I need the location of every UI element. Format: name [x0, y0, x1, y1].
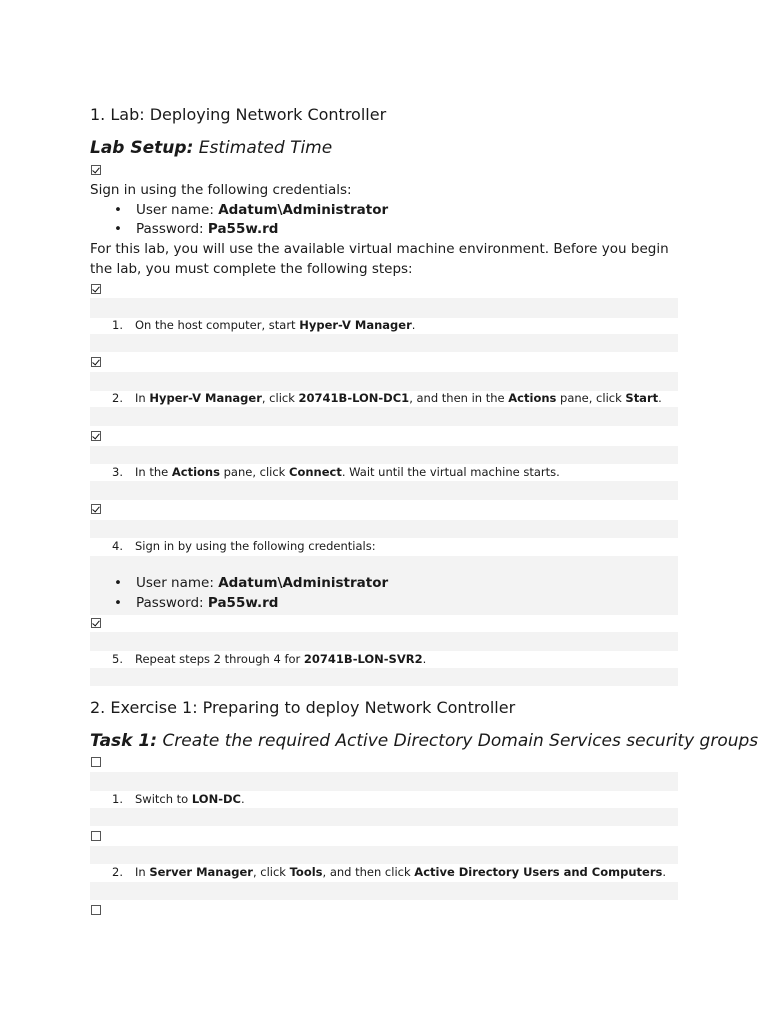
task-step-1: 1. Switch to LON-DC. [112, 792, 245, 806]
checkbox-setup-step-2[interactable] [91, 357, 101, 367]
credential-username: • User name: Adatum\Administrator [114, 202, 389, 218]
checkbox-task-step-3[interactable] [91, 905, 101, 915]
lab-intro-paragraph: For this lab, you will use the available virtual machine environment. Before you begin the lab, you must complete the following steps: [90, 241, 669, 277]
credential-password: • Password: Pa55w.rd [114, 221, 279, 237]
lab-heading: 1. Lab: Deploying Network Controller [90, 105, 387, 124]
checkbox-lab-setup[interactable] [91, 165, 101, 175]
lab-setup-heading [90, 138, 332, 158]
step4-credential-username: • User name: Adatum\Administrator [114, 575, 389, 591]
checkbox-setup-step-1[interactable] [91, 284, 101, 294]
checkbox-setup-step-3[interactable] [91, 431, 101, 441]
setup-step-5: 5. Repeat steps 2 through 4 for 20741B-LON-SVR2. [112, 652, 427, 666]
task-step-2: 2. In Server Manager, click Tools, and then click Active Directory Users and Computers. [112, 865, 666, 879]
setup-step-2: 2. In Hyper-V Manager, click 20741B-LON-DC1, and then in the Actions pane, click Start. [112, 391, 662, 405]
checkbox-setup-step-4[interactable] [91, 504, 101, 514]
setup-step-1: 1. On the host computer, start Hyper-V Manager. [112, 318, 416, 332]
task-label: Task 1: [90, 731, 158, 751]
step4-credential-password: • Password: Pa55w.rd [114, 595, 279, 611]
task-heading [90, 731, 758, 751]
checkbox-setup-step-5[interactable] [91, 618, 101, 628]
signin-intro: Sign in using the following credentials: [90, 182, 352, 198]
task-text: Create the required Active Directory Domain Services security groups [162, 731, 759, 751]
checkbox-task-step-2[interactable] [91, 831, 101, 841]
checkbox-task-step-1[interactable] [91, 757, 101, 767]
username-value: Adatum\Administrator [218, 202, 389, 218]
lab-setup-text: Estimated Time [198, 138, 333, 158]
setup-step-3: 3. In the Actions pane, click Connect. Wait until the virtual machine starts. [112, 465, 560, 479]
password-value: Pa55w.rd [207, 221, 279, 237]
lab-setup-label: Lab Setup: [90, 138, 194, 158]
setup-step-4: 4. Sign in by using the following credentials: [112, 539, 376, 553]
exercise-heading: 2. Exercise 1: Preparing to deploy Network Controller [90, 698, 516, 717]
